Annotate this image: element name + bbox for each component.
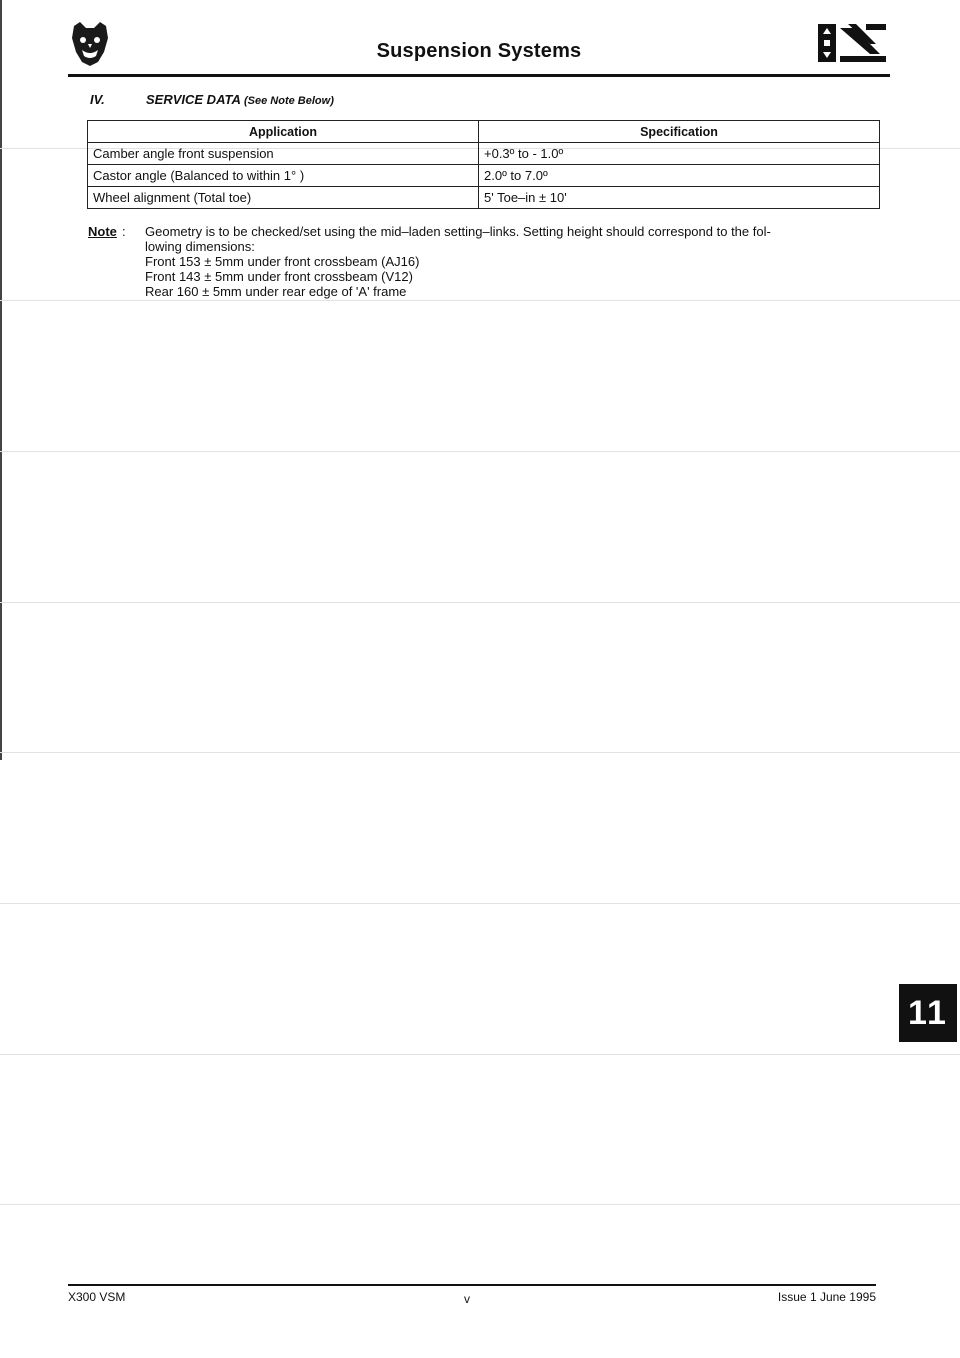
table-row <box>88 165 880 187</box>
note-line: Rear 160 ± 5mm under rear edge of 'A' frame <box>145 284 407 299</box>
column-header-specification: Specification <box>479 121 880 143</box>
page-title: Suspension Systems <box>376 40 582 62</box>
scan-line <box>0 451 960 452</box>
suspension-height-icon <box>810 18 890 66</box>
note-block <box>88 224 888 299</box>
cell-application: Wheel alignment (Total toe) <box>88 187 479 209</box>
section-note: (See Note Below) <box>244 95 334 107</box>
scan-edge <box>0 0 2 760</box>
cell-specification: 2.0º to 7.0º <box>479 165 880 187</box>
note-line: Front 143 ± 5mm under front crossbeam (V12) <box>145 269 413 284</box>
note-line: lowing dimensions: <box>145 239 255 254</box>
table-row <box>88 187 880 209</box>
scan-line <box>0 300 960 301</box>
section-heading <box>90 92 334 107</box>
footer-rule <box>68 1284 876 1286</box>
footer-page-number: v <box>464 1292 470 1306</box>
note-line: Front 153 ± 5mm under front crossbeam (AJ16) <box>145 254 420 269</box>
note-line: Geometry is to be checked/set using the mid–laden setting–links. Setting height should correspond to the fol- <box>145 224 771 239</box>
cell-application: Castor angle (Balanced to within 1° ) <box>88 165 479 187</box>
service-data-table <box>87 120 880 209</box>
header-rule <box>68 74 890 77</box>
table-row <box>88 143 880 165</box>
scan-line <box>0 1204 960 1205</box>
table-header-row <box>88 121 880 143</box>
scan-line <box>0 1054 960 1055</box>
note-label: Note <box>88 224 117 239</box>
footer-issue: Issue 1 June 1995 <box>777 1290 876 1304</box>
section-number: IV. <box>90 92 105 107</box>
scan-line <box>0 903 960 904</box>
scan-line <box>0 752 960 753</box>
scan-line <box>0 602 960 603</box>
page-header <box>68 18 890 80</box>
section-title: SERVICE DATA <box>146 92 241 107</box>
cell-application: Camber angle front suspension <box>88 143 479 165</box>
note-colon: : <box>122 224 126 239</box>
cell-specification: +0.3º to - 1.0º <box>479 143 880 165</box>
footer-manual-code: X300 VSM <box>68 1290 126 1304</box>
section-tab-marker: 11 <box>899 984 957 1042</box>
note-text <box>145 224 888 299</box>
cell-specification: 5' Toe–in ± 10' <box>479 187 880 209</box>
column-header-application: Application <box>88 121 479 143</box>
